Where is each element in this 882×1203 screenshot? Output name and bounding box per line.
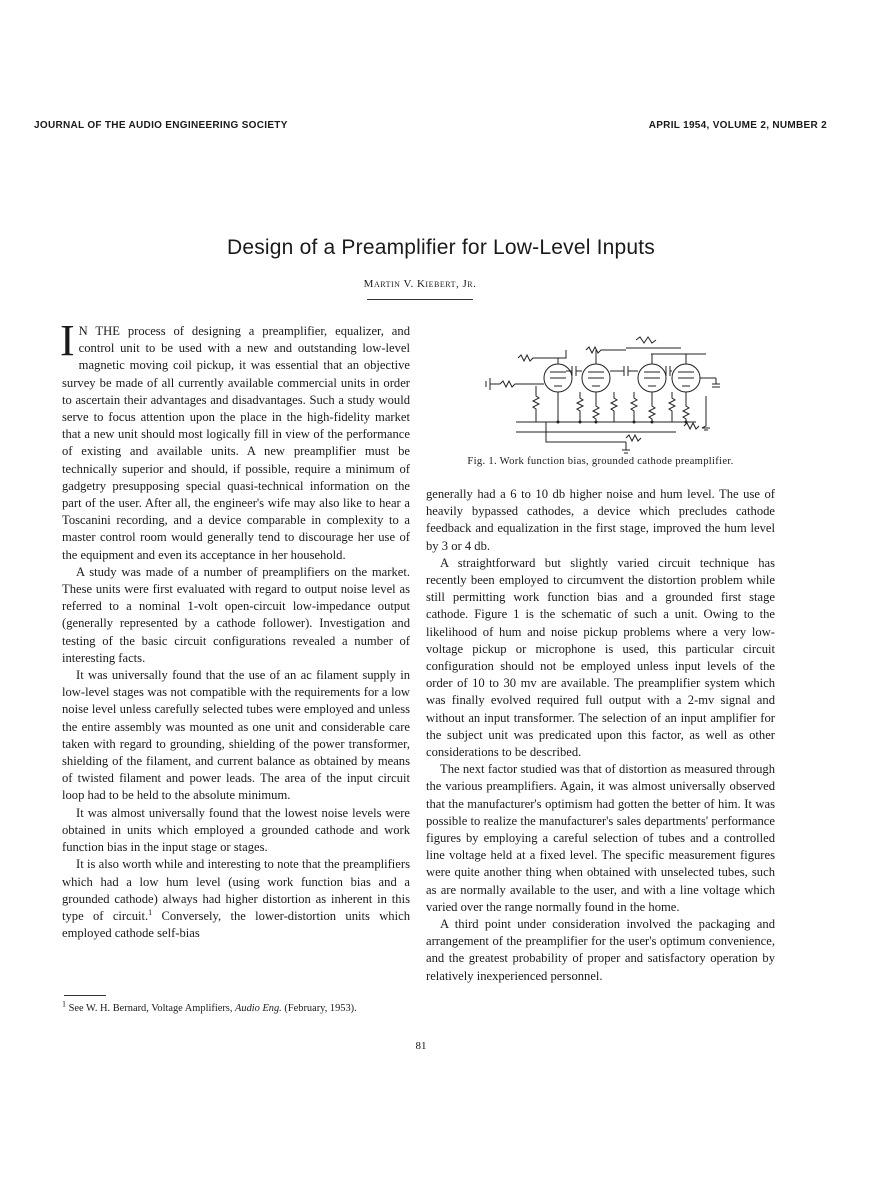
paragraph-9: A third point under consideration involved the packaging and arrangement of the preamplifier for the user's optimum convenience, and the greatest probability of proper and satisfactory operation by relatively inexperienced personnel.: [426, 917, 775, 983]
figure-caption: Fig. 1. Work function bias, grounded cathode preamplifier.: [467, 456, 734, 467]
paragraph-5: [62, 856, 410, 942]
footnote-rule: [64, 995, 106, 996]
paragraph-1-text: N THE process of designing a preamplifier, equalizer, and control unit to be used with a new and outstanding low-level magnetic moving coil pickup, it was essential that an objective survey be made of all currently available commercial units in order to ascertain their advantages and disadvantages. Such a study would serve to focus attention upon the place in the high-fidelity market that a new unit should most logically fill in view of the performance of existing and available units. A new preamplifier must be technically superior and should, if possible, require a minimum of gadgetry presupposing special quasi-technical information on the part of the user. After all, the engineer's wife may also like to hear a Toscanini recording, and a device comparable in complexity to a master control room would generally tend to discourage her use of the equipment and even its acceptance in her household.: [62, 324, 410, 562]
title-rule: [367, 299, 473, 300]
left-column: [60, 316, 410, 942]
footnote-mark: 1: [62, 999, 66, 1009]
footnote-journal: Audio Eng.: [235, 1003, 282, 1014]
paragraph-1: [60, 316, 410, 564]
article-author: Martin V. Kiebert, Jr.: [363, 278, 477, 290]
paragraph-4: It was almost universally found that the lowest noise levels were obtained in units which employed a grounded cathode and work function bias in the input stage or stages.: [62, 805, 410, 855]
page-number: 81: [415, 1040, 427, 1052]
journal-header: JOURNAL OF THE AUDIO ENGINEERING SOCIETY: [34, 120, 288, 131]
footnote-text-b: (February, 1953).: [281, 1003, 357, 1014]
footnote-text-a: See W. H. Bernard, Voltage Amplifiers,: [66, 1003, 236, 1014]
article-title: Design of a Preamplifier for Low-Level Inputs: [226, 236, 656, 259]
paragraph-5-text-b: Conversely, the lower-distortion units which employed cathode self-bias: [62, 908, 410, 941]
footnote-reference[interactable]: 1: [148, 907, 153, 917]
right-column: [426, 486, 775, 985]
paragraph-7: A straightforward but slightly varied circuit technique has recently been employed to circumvent the distortion problem while still permitting work function bias and a grounded first stage cathode. Figure 1 is the schematic of such a unit. Owing to the likelihood of hum and noise pickup problems where a very low-voltage pickup or microphone is used, this particular circuit configuration should not be employed unless input levels of the order of 10 to 30 mv are available. The preamplifier system which was finally evolved required full output with a 2-mv signal and without an input transformer. The selection of an input amplifier for the subject unit was predicated upon this factor, as well as other considerations to be described.: [426, 555, 775, 760]
footnote: [62, 1001, 410, 1016]
schematic-figure: [476, 326, 736, 454]
drop-cap: I: [60, 316, 75, 365]
paragraph-8: The next factor studied was that of distortion as measured through the various preamplifiers. Again, it was almost universally observed that the manufacturer's optimism had gotten the better of him. It was possible to realize the manufacturer's sales departments' performance figures by employing a careful selection of tubes and a controlled line voltage held at a fixed level. The specific measurement figures were quite another thing when obtained with unselected tubes, such as are normally available to the user, and with a line voltage which varied over the range normally found in the home.: [426, 762, 775, 914]
paragraph-6: generally had a 6 to 10 db higher noise and hum level. The use of heavily bypassed cathodes, a device which precludes cathode feedback and equalization in the first stage, improved the hum level by 3 or 4 db.: [426, 487, 775, 553]
paragraph-2: A study was made of a number of preamplifiers on the market. These units were first evaluated with regard to output noise level as referred to a nominal 1-volt open-circuit low-impedance output (generally represented by a cathode follower). Investigation and testing of the basic circuit configurations revealed a number of interesting facts.: [62, 564, 410, 665]
issue-header: APRIL 1954, VOLUME 2, NUMBER 2: [648, 120, 827, 131]
paragraph-3: It was universally found that the use of an ac filament supply in low-level stages was not compatible with the requirements for a low noise level unless carefully selected tubes were employed and unless the entire assembly was mounted as one unit and considerable care taken with regard to grounding, shielding of the power transformer, shielding of the filament, and current balance as obtained by means of twisted filament and power leads. The area of the input circuit loop had to be held to the absolute minimum.: [62, 668, 410, 803]
paragraph-5-text-a: It is also worth while and interesting to note that the preamplifiers which had a low hum level (using work function bias and a grounded cathode) always had higher distortion as inherent in this type of circuit.: [62, 857, 410, 923]
